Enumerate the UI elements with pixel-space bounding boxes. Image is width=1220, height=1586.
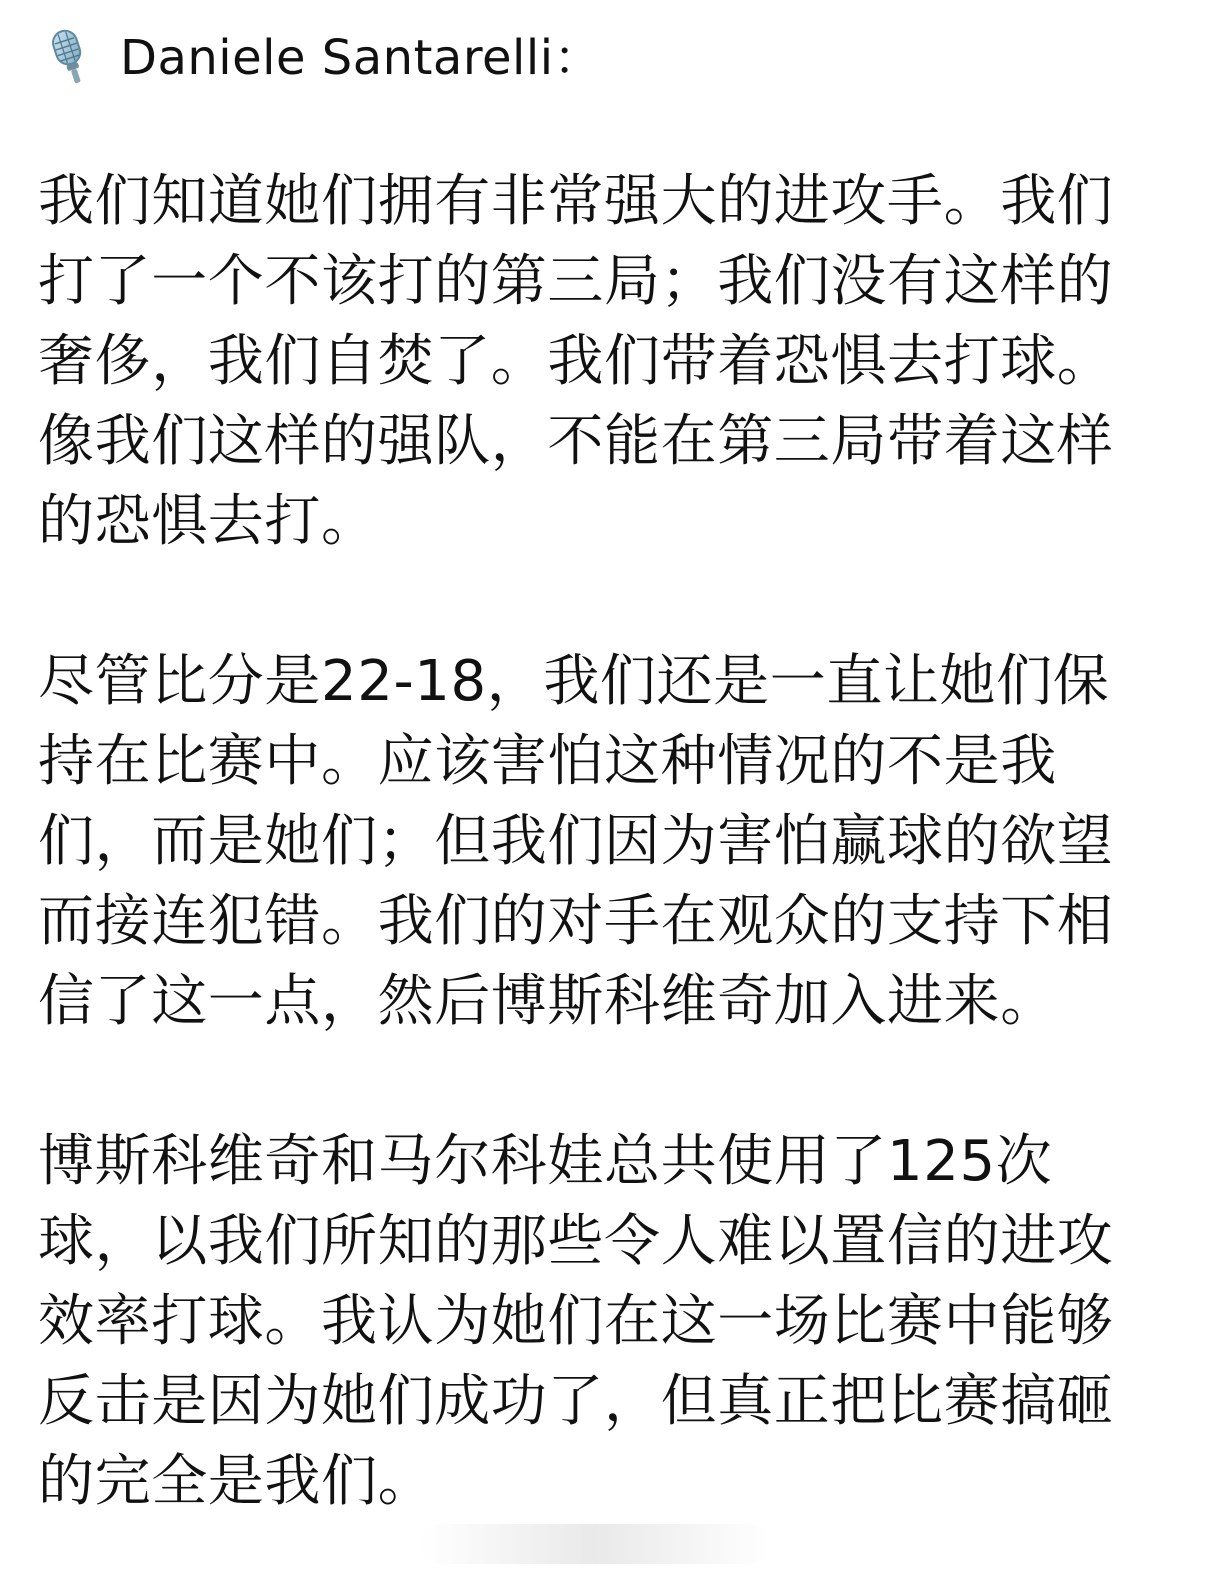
quote-paragraph-1: 我们知道她们拥有非常强大的进攻手。我们打了一个不该打的第三局；我们没有这样的奢侈，我们自焚了。我们带着恐惧去打球。像我们这样的强队，不能在第三局带着这样的恐惧去打。 [38,169,1114,554]
microphone-icon [46,26,94,90]
watermark-blur [420,1524,770,1564]
post-header [46,22,1160,94]
quote-body [38,162,1160,1522]
quote-paragraph-2: 尽管比分是22-18，我们还是一直让她们保持在比赛中。应该害怕这种情况的不是我们，而是她们；但我们因为害怕赢球的欲望而接连犯错。我们的对手在观众的支持下相信了这一点，然后博斯科维奇加入进来。 [38,649,1114,1034]
speaker-name: Daniele Santarelli： [120,30,603,86]
quote-paragraph-3: 博斯科维奇和马尔科娃总共使用了125次球，以我们所知的那些令人难以置信的进攻效率打球。我认为她们在这一场比赛中能够反击是因为她们成功了，但真正把比赛搞砸的完全是我们。 [38,1129,1114,1514]
